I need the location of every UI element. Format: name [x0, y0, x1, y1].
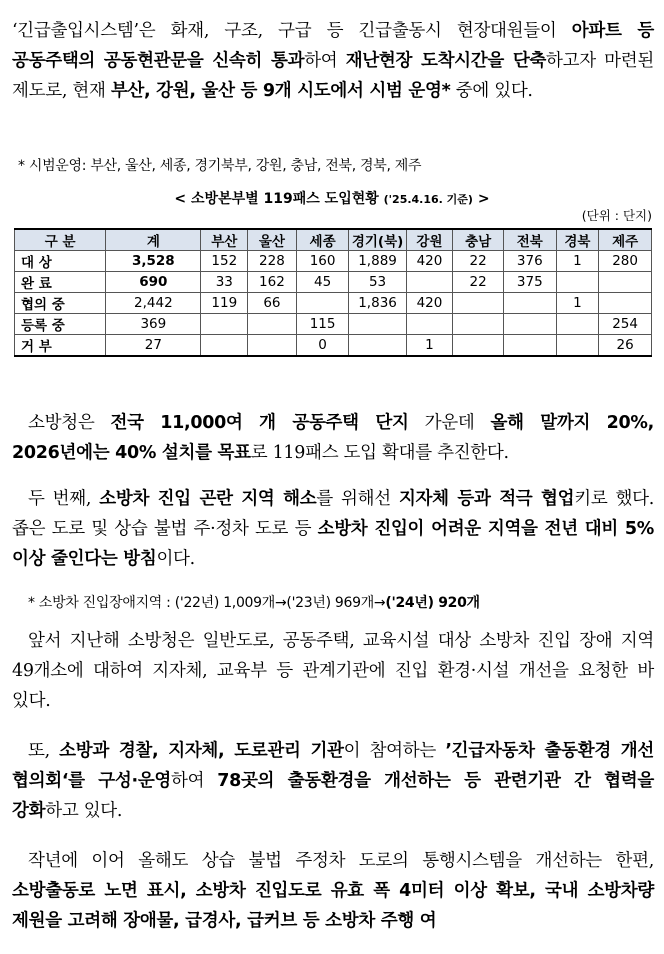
header-cell: 경기(북): [349, 229, 406, 251]
header-cell: 울산: [248, 229, 297, 251]
body-text: 하여: [171, 771, 218, 791]
table-cell: [248, 335, 297, 357]
table-title: < 소방본부별 119패스 도입현황: [174, 191, 379, 207]
table-row: [15, 251, 652, 272]
table-cell: 22: [453, 272, 504, 293]
table-cell: 254: [599, 314, 652, 335]
table-cell: [349, 335, 406, 357]
table-cell: 160: [296, 251, 349, 272]
body-text: 하고 있다.: [45, 801, 123, 821]
table-cell: 27: [106, 335, 201, 357]
table-cell: 420: [406, 251, 453, 272]
emphasis-text: 부산, 강원, 울산 등 9개 시도에서 시범 운영*: [110, 81, 451, 101]
emphasis-text: 78곳의 출동환경을 개선하는 등 관련기관 간 협력을 강화: [12, 771, 654, 821]
header-cell: 부산: [201, 229, 248, 251]
emphasis-text: 지자체 등과 적극 협업: [398, 489, 575, 509]
header-cell: 충남: [453, 229, 504, 251]
table-row: [15, 272, 652, 293]
header-cell: 강원: [406, 229, 453, 251]
header-cell: 제주: [599, 229, 652, 251]
row-label: 완 료: [15, 272, 106, 293]
table-cell: [349, 314, 406, 335]
table-cell: 228: [248, 251, 297, 272]
body-text: 두 번째,: [28, 489, 100, 509]
emphasis-text: 소방차 진입이 어려운 지역을 전년 대비 5% 이상 줄인다는 방침: [12, 519, 654, 569]
table-cell: 33: [201, 272, 248, 293]
body-text: 이 참여하는: [343, 741, 446, 761]
table-cell: [201, 314, 248, 335]
table-cell: 375: [503, 272, 556, 293]
table-cell: 0: [296, 335, 349, 357]
body-text: 를 위해선: [316, 489, 399, 509]
body-text: 앞서 지난해 소방청은 일반도로, 공동주택, 교육시설 대상 소방차 진입 장애 지역 49개소에 대하여 지자체, 교육부 등 관계기관에 진입 환경·시설 개선을 요청한 바 있다.: [12, 631, 654, 711]
table-cell: 53: [349, 272, 406, 293]
table-cell: [406, 314, 453, 335]
table-cell: 26: [599, 335, 652, 357]
table-cell: [453, 293, 504, 314]
row-label: 등록 중: [15, 314, 106, 335]
table-cell: [556, 272, 599, 293]
table-title-end: >: [477, 191, 490, 207]
table-cell: [599, 293, 652, 314]
header-cell: 계: [106, 229, 201, 251]
table-cell: [453, 335, 504, 357]
table-cell: 1,889: [349, 251, 406, 272]
table-cell: 22: [453, 251, 504, 272]
table-cell: [556, 314, 599, 335]
table-cell: 2,442: [106, 293, 201, 314]
access-zone-note: [28, 592, 480, 612]
table-cell: 1: [556, 251, 599, 272]
table-cell: 1,836: [349, 293, 406, 314]
table-cell: 152: [201, 251, 248, 272]
body-text: ‘긴급출입시스템’은 화재, 구조, 구급 등 긴급출동시 현장대원들이: [12, 21, 572, 41]
body-text: 이다.: [156, 549, 195, 569]
body-text: 소방청은: [28, 413, 111, 433]
table-cell: [406, 272, 453, 293]
header-cell: 구 분: [15, 229, 106, 251]
emphasis-text: 올해 말까지 20%, 2026년에는 40% 설치를 목표: [12, 413, 654, 463]
table-caption: [0, 188, 664, 208]
body-text: 작년에 이어 올해도 상습 불법 주정차 도로의 통행시스템을 개선하는 한편,: [28, 851, 654, 871]
table-cell: [453, 314, 504, 335]
table-row: [15, 293, 652, 314]
table-cell: [503, 314, 556, 335]
emphasis-text: ’긴급자동차 출동환경 개선 협의회‘를 구성·운영: [12, 741, 654, 791]
fire-pass-stats-table: [14, 228, 652, 357]
table-row: [15, 335, 652, 357]
table-cell: 119: [201, 293, 248, 314]
pilot-note: * 시범운영: 부산, 울산, 세종, 경기북부, 강원, 충남, 전북, 경북, 제주: [18, 158, 422, 174]
table-date: ('25.4.16. 기준): [383, 193, 473, 206]
emphasis-text: 재난현장 도착시간을 단축: [345, 51, 547, 71]
paragraph-target: [12, 408, 654, 468]
body-text: 또,: [28, 741, 60, 761]
body-text: 키로 했다. 좁은 도로 및 상습 불법 주·정차 도로 등: [12, 489, 654, 539]
table-cell: 369: [106, 314, 201, 335]
table-header-row: [15, 229, 652, 251]
row-label: 대 상: [15, 251, 106, 272]
table-cell: [201, 335, 248, 357]
paragraph-road-improvement: [12, 846, 654, 936]
access-zone-note-latest: ('24년) 920개: [385, 595, 480, 611]
table-cell: 66: [248, 293, 297, 314]
table-cell: 1: [556, 293, 599, 314]
table-cell: 3,528: [106, 251, 201, 272]
body-text: 하고자 마련된 제도로, 현재: [12, 51, 654, 101]
emphasis-text: 아파트 등 공동주택의 공동현관문을 신속히 통과: [12, 21, 654, 71]
row-label: 협의 중: [15, 293, 106, 314]
body-text: 중에 있다.: [450, 81, 533, 101]
table-cell: 162: [248, 272, 297, 293]
body-text: 가운데: [408, 413, 491, 433]
table-cell: 280: [599, 251, 652, 272]
table-cell: [296, 293, 349, 314]
header-cell: 전북: [503, 229, 556, 251]
table-cell: 690: [106, 272, 201, 293]
emphasis-text: 소방출동로 노면 표시, 소방차 진입도로 유효 폭 4미터 이상 확보, 국내 소방차량 제원을 고려해 장애물, 급경사, 급커브 등 소방차 주행 여: [12, 881, 654, 931]
table-cell: 420: [406, 293, 453, 314]
table-cell: 1: [406, 335, 453, 357]
table-row: [15, 314, 652, 335]
row-label: 거 부: [15, 335, 106, 357]
intro-paragraph: [12, 16, 654, 106]
access-zone-note-text: * 소방차 진입장애지역 : ('22년) 1,009개→('23년) 969개→: [28, 595, 386, 611]
body-text: 하여: [304, 51, 346, 71]
header-cell: 경북: [556, 229, 599, 251]
emphasis-text: 전국 11,000여 개 공동주택 단지: [110, 413, 409, 433]
emphasis-text: 소방과 경찰, 지자체, 도로관리 기관: [59, 741, 344, 761]
table-cell: 45: [296, 272, 349, 293]
table-unit: (단위 : 단지): [581, 208, 652, 223]
header-cell: 세종: [296, 229, 349, 251]
table-cell: [556, 335, 599, 357]
paragraph-access-zones: [12, 484, 654, 574]
paragraph-council: [12, 736, 654, 826]
table-cell: 115: [296, 314, 349, 335]
table-cell: [503, 335, 556, 357]
table-cell: [599, 272, 652, 293]
paragraph-previous-year: [12, 626, 654, 716]
table-cell: [503, 293, 556, 314]
table-cell: [248, 314, 297, 335]
emphasis-text: 소방차 진입 곤란 지역 해소: [99, 489, 317, 509]
table-cell: 376: [503, 251, 556, 272]
body-text: 로 119패스 도입 확대를 추진한다.: [250, 443, 509, 463]
